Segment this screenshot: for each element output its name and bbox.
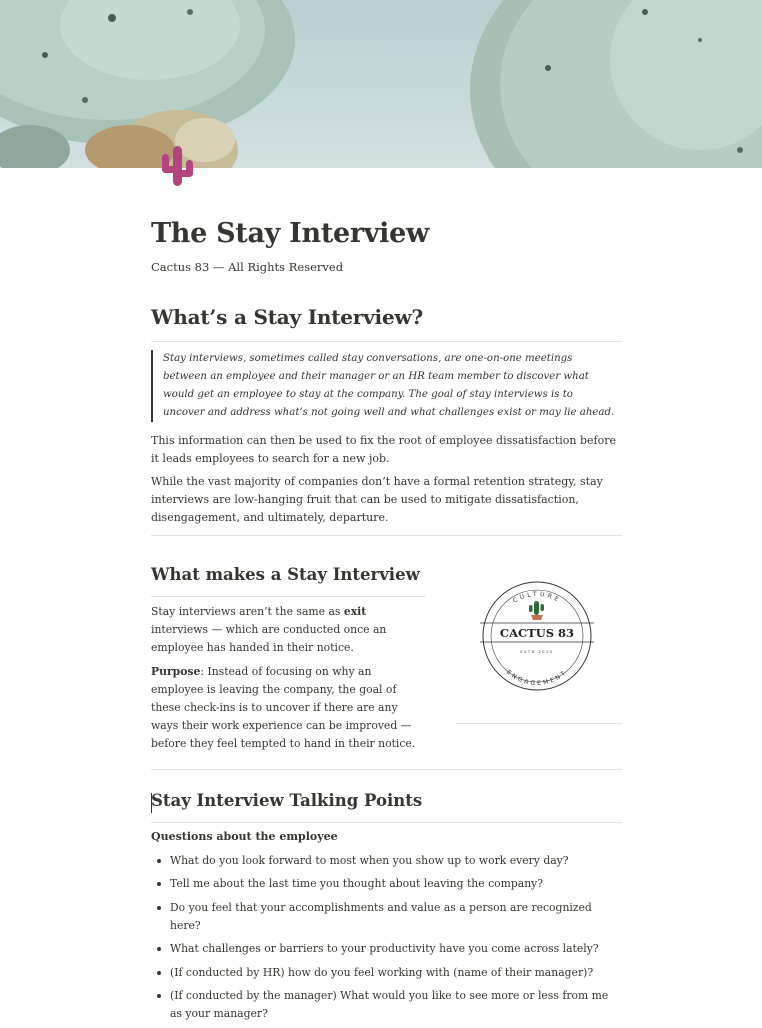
divider (151, 769, 622, 770)
cactus-icon[interactable] (156, 144, 200, 188)
stay-vs-exit-column (151, 603, 423, 759)
questions-heading: Questions about the employee (151, 830, 338, 843)
svg-text:ENGAGEMENT (505, 669, 569, 687)
divider (151, 535, 622, 536)
logo-name: CACTUS 83 (499, 626, 575, 640)
logo-estd: ESTD 2020 (520, 650, 554, 654)
paragraph-retention: While the vast majority of companies don’t have a formal retention strategy, stay interviews are low-hanging fruit that can be used to mitigate dissatisfaction, disengagement, and ultimately, departure. (151, 475, 603, 524)
heading-what-makes-stay-interview: What makes a Stay Interview (151, 565, 420, 584)
blockquote: Stay interviews, sometimes called stay conversations, are one-on-one meetings between an employee and their manager or an HR team member to discover what would get an employee to stay at the company. The goal of stay interviews is to uncover and address what’s not going well and what challenges exist or may lie ahead. (151, 350, 615, 422)
divider (151, 341, 622, 342)
list-item: (If conducted by HR) how do you feel working with (name of their manager)? (151, 964, 622, 982)
heading-talking-points[interactable]: Stay Interview Talking Points (151, 791, 423, 810)
heading-whats-a-stay-interview: What’s a Stay Interview? (151, 305, 424, 329)
logo-bottom-text: ENGAGEMENT (505, 668, 569, 688)
paragraph-purpose: Purpose: Instead of focusing on why an employee is leaving the company, the goal of these check-ins is to uncover if there are any ways their work experience can be improved — before they feel tempted to hand in their notice. (151, 665, 416, 750)
list-item: What do you look forward to most when you show up to work every day? (151, 852, 622, 870)
list-item: (If conducted by the manager) What would you like to see more or less from me as your manager? (151, 987, 622, 1023)
paragraph-exit: Stay interviews aren’t the same as exit interviews — which are conducted once an employee has handed in their notice. (151, 605, 387, 654)
talking-points-list (151, 852, 622, 1028)
page-subtitle: Cactus 83 — All Rights Reserved (151, 260, 344, 274)
page-title[interactable]: The Stay Interview (151, 218, 429, 249)
divider (456, 723, 622, 724)
list-item: Do you feel that your accomplishments and value as a person are recognized here? (151, 899, 622, 935)
logo-top-text: CULTURE (511, 590, 563, 605)
cactus-83-logo (480, 579, 594, 693)
list-item: Tell me about the last time you thought about leaving the company? (151, 875, 622, 893)
paragraph-info: This information can then be used to fix the root of employee dissatisfaction before it leads employees to search for a new job. (151, 434, 616, 465)
list-item: What challenges or barriers to your productivity have you come across lately? (151, 940, 622, 958)
cover-image (0, 0, 762, 168)
divider (151, 822, 622, 823)
divider (151, 596, 426, 597)
